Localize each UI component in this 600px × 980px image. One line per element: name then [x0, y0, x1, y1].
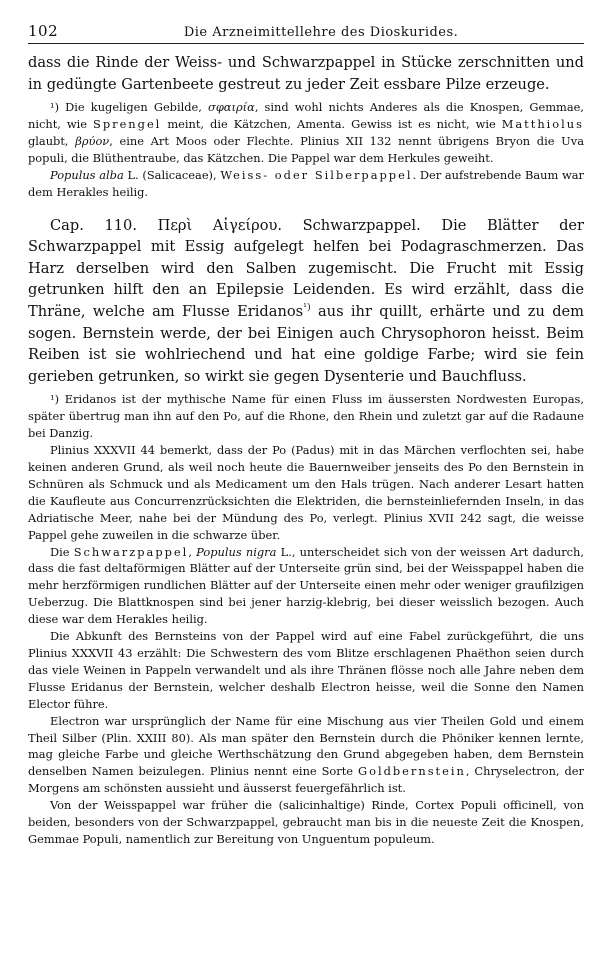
note-electron	[28, 713, 584, 798]
chapter-label: Cap. 110.	[50, 216, 137, 234]
text: Die kugeligen Gebilde,	[59, 100, 209, 115]
greek-term: σφαιρία	[208, 100, 255, 115]
footnote-mark: ¹)	[50, 100, 60, 115]
text: L. (Salicaceae),	[123, 167, 221, 182]
text: ,	[188, 544, 197, 559]
page-number: 102	[28, 22, 59, 40]
text: . Der aufstrebende Baum war dem Herakles heilig.	[28, 167, 584, 199]
footnote-sphairia	[28, 99, 584, 167]
chapter-title: Schwarzpappel.	[302, 216, 421, 234]
greek-term: βρύον	[75, 134, 110, 148]
note-plinius-po	[28, 442, 584, 543]
chapter-110	[28, 215, 584, 388]
author-name: Sprengel	[93, 117, 162, 132]
footnote-ref: ¹)	[303, 302, 311, 314]
note-bernstein-fabel	[28, 628, 584, 713]
text: meint, die Kätzchen, Amenta. Gewiss ist es nicht, wie	[161, 117, 502, 132]
note-populus-alba	[28, 167, 584, 201]
note-schwarzpappel	[28, 544, 584, 629]
text: L., unterscheidet sich von der weissen Art dadurch, dass die fast deltaförmigen Blätter auf der Unterseite grün sind, bei der Weisspappel haben die mehr herzförmigen rundlichen Blätter auf der Unterseite einen mehr oder weniger graufilzigen Ueberzug. Die Blattknospen sind bei jener harzig-klebrig, bei dieser weisslich bezogen. Auch diese war dem Herakles heilig.	[28, 544, 584, 627]
text: Electron war ursprünglich der Name für eine Mischung aus vier Theilen Gold und einem Theil Silber (Plin. XXIII 80). Als man später den Bernstein durch die Phöniker kennen lernte, mag gleiche Farbe und gleiche Werthschätzung den Grund abgegeben haben, dem Bernstein denselben Namen beizulegen. Plinius nennt eine Sorte	[28, 713, 584, 779]
text: , sind wohl nichts Anderes als die Knospen, Gemmae, nicht, wie	[28, 100, 584, 132]
text: Eridanos ist der mythische Name für einen Fluss im äussersten Nordwesten Europas, später übertrug man ihn auf den Po, auf die Rhone, den Rhein und zuletzt gar auf die Radaune bei Danzig.	[28, 392, 584, 441]
running-header	[28, 22, 584, 44]
text: Die Abkunft des Bernsteins von der Pappel wird auf eine Fabel zurückgeführt, die uns Plinius XXXVII 43 erzählt: Die Schwestern des vom Blitze erschlagenen Phaëthon seien durch das viele Weinen in Pappeln verwandelt und als ihre Thränen flösse noch alle Jahre neben dem Flusse Eridanus der Bernstein, welcher deshalb Electron heisse, weil die Sonne den Namen Elector führe.	[28, 629, 584, 711]
text: , eine Art Moos oder Flechte. Plinius XII 132 nennt übrigens Bryon die Uva populi, die Blüthentraube, das Kätzchen. Die Pappel war dem Herkules geweiht.	[28, 134, 584, 165]
common-name: Weiss- oder Silberpappel	[220, 167, 413, 182]
text: aus ihr quillt, erhärte und zu dem sogen. Bernstein werde, der bei Einigen auch Chrysophoron heisst. Beim Reiben ist sie wohlriechend und hat eine goldige Farbe; wird sie fein gerieben getrunken, so wirkt sie gegen Dysenterie und Bauchfluss.	[28, 303, 585, 385]
note-cortex-populi	[28, 797, 584, 848]
page	[28, 22, 584, 848]
species-name: Populus nigra	[196, 544, 277, 559]
species-name: Populus alba	[50, 167, 124, 182]
text: Die Blätter der Schwarzpappel mit Essig aufgelegt helfen bei Podagraschmerzen. Das Harz derselben wird den Salben zugemischt. Die Frucht mit Essig getrunken hilft den an Epilepsie Leidenden. Es wird erzählt, dass die Thräne, welche am Flusse Eridanos	[28, 216, 585, 320]
text: , Chryselectron, der Morgens am schönsten aussieht und äusserst feuergefährlich ist.	[28, 764, 584, 796]
author-name: Matthiolus	[501, 117, 584, 132]
footnote-eridanos	[28, 391, 584, 442]
common-name: Schwarzpappel	[73, 544, 189, 559]
text: Die	[50, 544, 74, 559]
text: glaubt,	[28, 134, 76, 148]
running-title: Die Arzneimittellehre des Dioskurides.	[183, 25, 459, 40]
continued-paragraph	[28, 52, 584, 95]
continued-paragraph-text: dass die Rinde der Weiss- und Schwarzpappel in Stücke zerschnitten und in gedüngte Gartenbeete gestreut zu jeder Zeit essbare Pilze erzeuge.	[28, 54, 584, 93]
text: Von der Weisspappel war früher die (salicinhaltige) Rinde, Cortex Populi officinell, von beiden, besonders von der Schwarzpappel, gebraucht man bis in die neueste Zeit die Knospen, Gemmae Populi, namentlich zur Bereitung von Unguentum populeum.	[28, 798, 584, 846]
common-name: Goldbernstein	[358, 764, 466, 779]
chapter-greek-title: Περὶ Αἰγείρου.	[157, 216, 282, 234]
text: Plinius XXXVII 44 bemerkt, dass der Po (Padus) mit in das Märchen verflochten sei, habe keinen anderen Grund, als weil noch heute die Bauernweiber jenseits des Po den Bernstein in Schnüren als Schmuck und als Medicament um den Hals trügen. Nach anderer Lesart hatten die Kaufleute aus Concurrenzrücksichten die Elektriden, die bernsteinliefernden Inseln, in das Adriatische Meer, nahe bei der Mündung des Po, verlegt. Plinius XVII 242 sagt, die weisse Pappel gehe zuweilen in die schwarze über.	[28, 443, 584, 542]
footnote-mark: ¹)	[50, 392, 60, 407]
